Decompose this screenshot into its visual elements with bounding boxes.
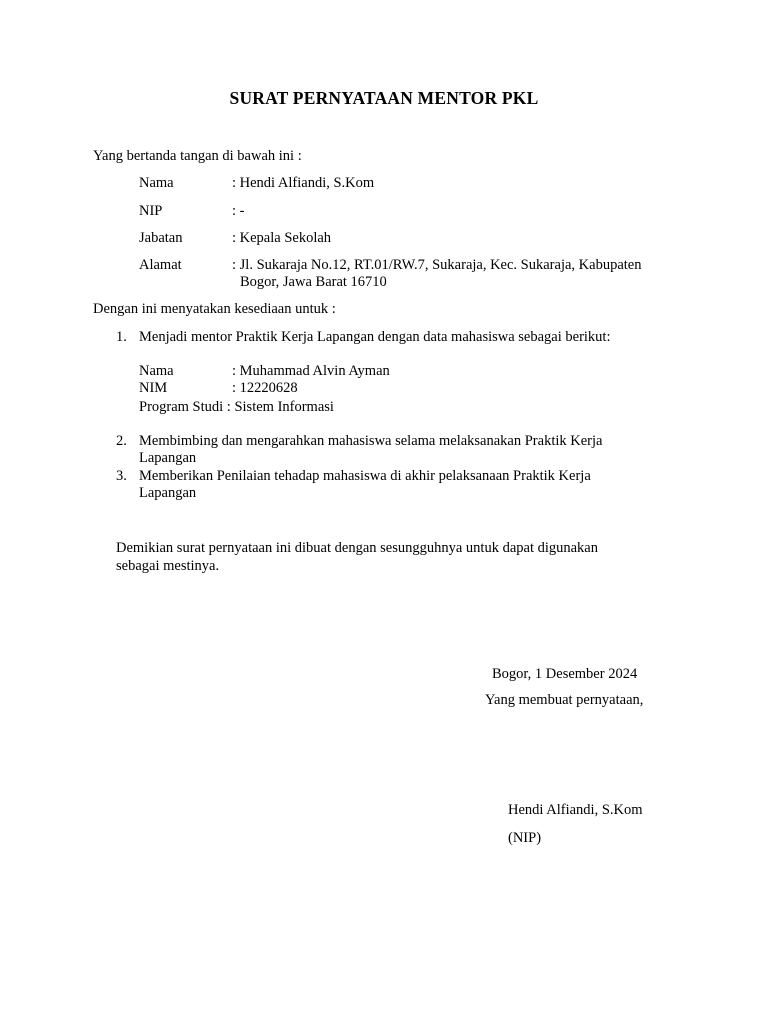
mentor-position-value: : Kepala Sekolah xyxy=(232,230,332,246)
closing-paragraph-line1: Demikian surat pernyataan ini dibuat dengan sesungguhnya untuk dapat digunakan xyxy=(116,540,598,556)
mentor-address-line1: : Jl. Sukaraja No.12, RT.01/RW.7, Sukaraja, Kec. Sukaraja, Kabupaten xyxy=(232,257,642,273)
closing-paragraph-line2: sebagai mestinya. xyxy=(116,558,220,574)
list-item-text: Membimbing dan mengarahkan mahasiswa selama melaksanakan Praktik Kerja xyxy=(139,433,603,449)
mentor-position-label: Jabatan xyxy=(139,230,183,246)
place-date: Bogor, 1 Desember 2024 xyxy=(492,666,638,682)
list-item-number: 2. xyxy=(116,433,127,449)
list-item-number: 3. xyxy=(116,468,127,484)
list-item-text: Menjadi mentor Praktik Kerja Lapangan dengan data mahasiswa sebagai berikut: xyxy=(139,329,611,345)
list-item-text-continued: Lapangan xyxy=(139,485,197,501)
student-name-value: : Muhammad Alvin Ayman xyxy=(232,363,390,379)
list-item-number: 1. xyxy=(116,329,127,345)
intro-text: Yang bertanda tangan di bawah ini : xyxy=(93,148,302,164)
mentor-nip-label: NIP xyxy=(139,203,163,219)
signer-name: Hendi Alfiandi, S.Kom xyxy=(508,802,643,818)
signer-caption: Yang membuat pernyataan, xyxy=(485,692,644,708)
statement-intro: Dengan ini menyatakan kesediaan untuk : xyxy=(93,301,336,317)
mentor-nip-value: : - xyxy=(232,203,245,219)
mentor-name-label: Nama xyxy=(139,175,174,191)
mentor-address-line2: Bogor, Jawa Barat 16710 xyxy=(240,274,387,290)
page-title: SURAT PERNYATAAN MENTOR PKL xyxy=(229,88,539,108)
student-nim-value: : 12220628 xyxy=(232,380,298,396)
student-program-line: Program Studi : Sistem Informasi xyxy=(139,399,334,415)
signer-nip: (NIP) xyxy=(508,830,542,846)
list-item-text: Memberikan Penilaian tehadap mahasiswa di akhir pelaksanaan Praktik Kerja xyxy=(139,468,591,484)
student-nim-label: NIM xyxy=(139,380,168,396)
list-item-text-continued: Lapangan xyxy=(139,450,197,466)
mentor-name-value: : Hendi Alfiandi, S.Kom xyxy=(232,175,375,191)
mentor-address-label: Alamat xyxy=(139,257,182,273)
student-name-label: Nama xyxy=(139,363,174,379)
